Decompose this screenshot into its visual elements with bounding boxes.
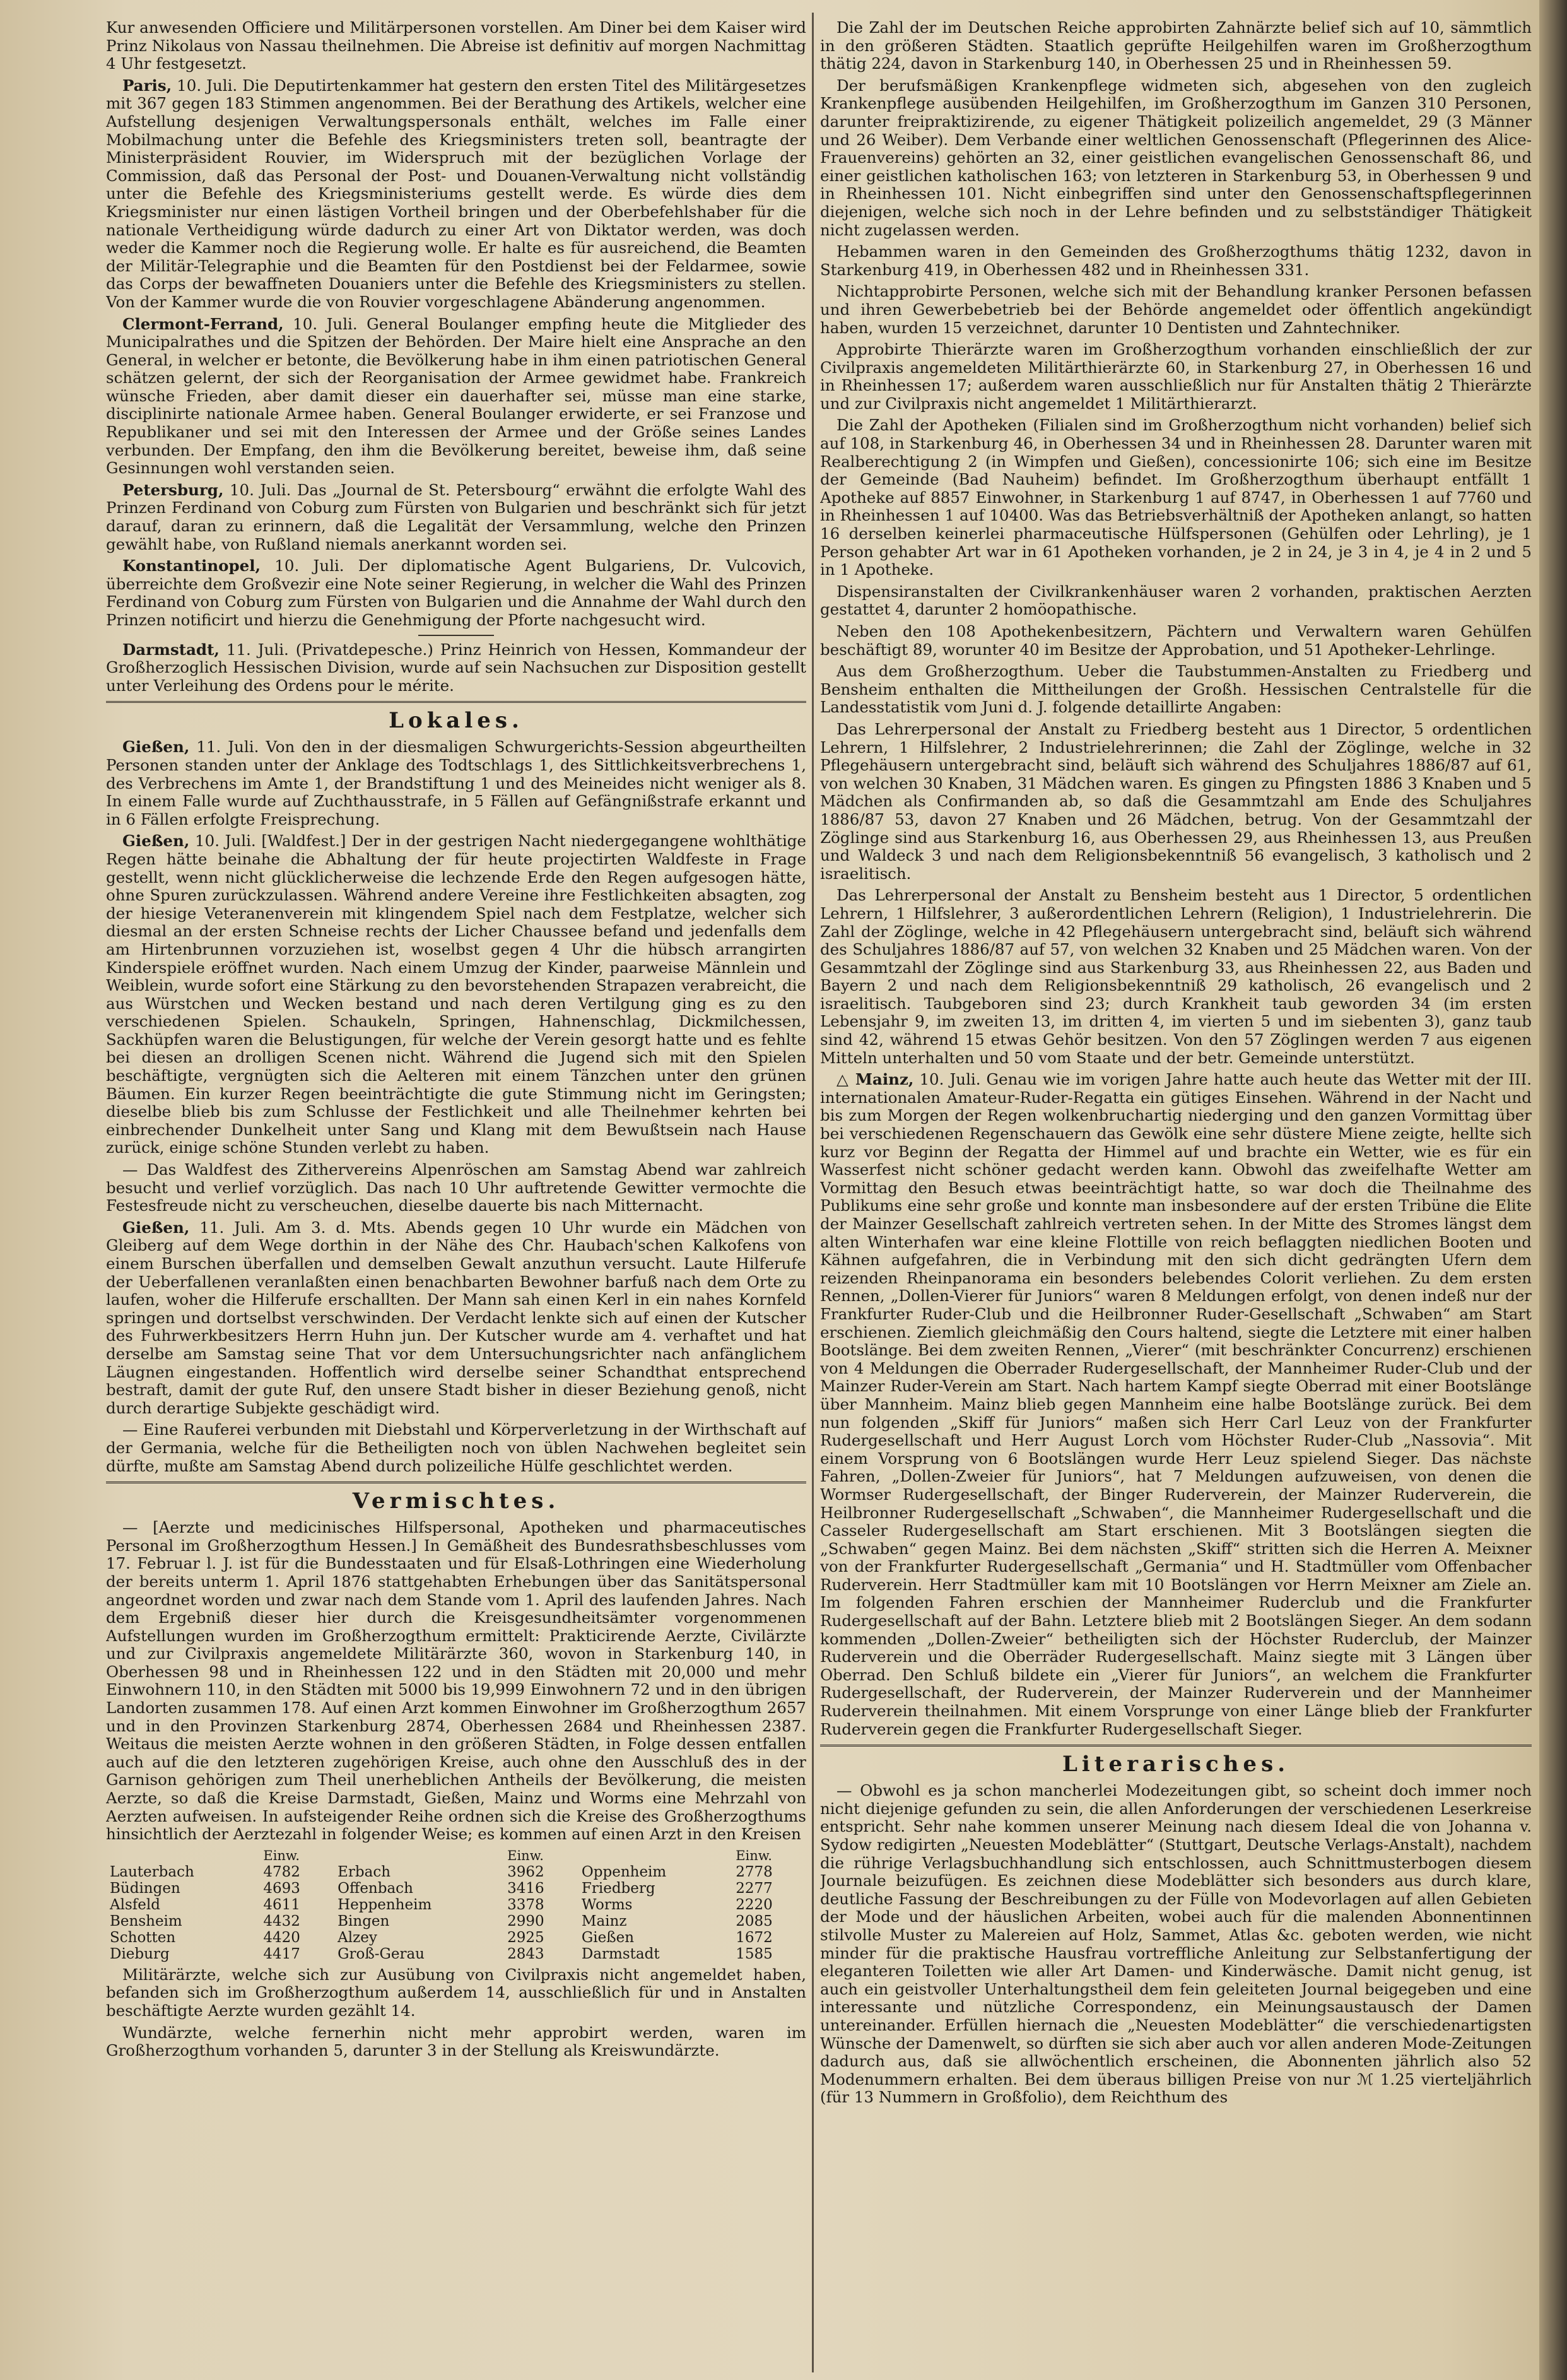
article-clermont-text: 10. Juli. General Boulanger empfing heute die Mitglieder des Municipalrathes und die Spitzen der Behörden. Der Maire hielt eine Ansprache an den General, in welcher er betonte, die Bevölkerung habe in ihm einen patriotischen General schätzen gelernt, der sich der Reorganisation der Armee gewidmet habe. Frankreich wünsche Frieden, aber damit dieser ein dauerhafter sei, müsse man eine starke, disciplinirte nationale Armee haben. General Boulanger erwiderte, er sei Franzose und Republikaner und sei mit den Interessen der Armee und der Größe seines Landes verbunden. Der Empfang, den ihm die Bevölkerung bereitet, beweise ihm, daß seine Gesinnungen wohl verstanden seien. [106,314,806,478]
district-name: Alzey [337,1929,377,1946]
table-head-einw-1: Einw. [263,1847,300,1863]
inhabitants-per-doctor: 1585 [736,1945,773,1962]
doctors-per-district-table [106,1847,806,1962]
district-name: Bensheim [110,1912,182,1929]
inhabitants-per-doctor: 3962 [507,1863,544,1880]
article-giessen-waldfest [106,832,806,1157]
article-aerzte: — [Aerzte und medicinisches Hilfspersonal, Apotheken und pharmaceutisches Personal im Großherzogthum Hessen.] In Gemäßheit des Bundesrathsbeschlusses vom 17. Februar l. J. ist für die Bundesstaaten und für Elsaß-Lothringen eine Wiederholung der bereits unterm 1. April 1876 stattgehabten Erhebungen über das Sanitätspersonal angeordnet worden und zwar nach dem Stande vom 1. April des laufenden Jahres. Nach dem Ergebniß dieser hier durch die Kreisgesundheitsämter vorgenommenen Aufstellungen wurden im Großherzogthum ermittelt: Prakticirende Aerzte, Civilärzte und zur Civilpraxis angemeldete Militärärzte 360, wovon in Starkenburg 140, in Oberhessen 98 und in Rheinhessen 122 und in den Städten mit 20,000 und mehr Einwohnern 110, in den Städten mit 5000 bis 19,999 Einwohnern 72 und in den übrigen Landorten zusammen 178. Auf einen Arzt kommen Einwohner im Großherzogthum 2657 und in den Provinzen Starkenburg 2874, Oberhessen 2684 und Rheinhessen 2387. Weitaus die meisten Aerzte wohnen in den größeren Städten, in Folge dessen entfallen auch auf die den letzteren zugehörigen Kreise, auch ohne den Ausschluß des in der Garnison gehörigen zum Theil unerheblichen Antheils der Bevölkerung, die meisten Aerzte, so daß die Kreise Darmstadt, Gießen, Mainz und Worms eine Mehrzahl von Aerzten aufweisen. In aufsteigender Reihe ordnen sich die Kreise des Großherzogthums hinsichtlich der Aerztezahl in folgender Weise; es kommen auf einen Arzt in den Kreisen [106,1518,806,1844]
article-giessen-2-text: 10. Juli. [Waldfest.] Der in der gestrigen Nacht niedergegangene wohlthätige Regen hätte beinahe die Abhaltung der für heute projectirten Waldfeste in Frage gestellt, wenn nicht glücklicherweise die lechzende Erde den Regen aufgesogen hätte, ohne Spuren zurückzulassen. Während andere Vereine ihre Festlichkeiten absagten, zog der hiesige Veteranenverein mit klingendem Spiel nach dem Festplatze, welcher sich diesmal an der ersten Schneise rechts der Licher Chaussee befand und jedenfalls dem am Hirtenbrunnen vorzuziehen ist, woselbst gegen 4 Uhr die hübsch arrangirten Kinderspiele eröffnet wurden. Nach einem Umzug der Kinder, paarweise Männlein und Weiblein, wurde sofort eine Stärkung zu den bevorstehenden Strapazen verabreicht, die aus Würstchen und Wecken bestand und nach deren Vertilgung ging es zu den verschiedenen Spielen. Schaukeln, Springen, Hahnenschlag, Dickmilchessen, Sackhüpfen waren die Belustigungen, für welche der Verein gesorgt hatte und es fehlte bei diesen an drolligen Scenen nicht. Während die Jugend sich mit den Spielen beschäftigte, vergnügten sich die Aelteren mit einem Tänzchen unter den grünen Bäumen. Ein kurzer Regen beeinträchtigte die gute Stimmung nicht im Geringsten; dieselbe blieb bis zum Schlusse der Festlichkeit und alle Theilnehmer kehrten bei einbrechender Dunkelheit unter Sang und Klang mit dem Bewußtsein nach Hause zurück, einige schöne Stunden verlebt zu haben. [106,832,806,1157]
inhabitants-per-doctor: 4693 [263,1880,300,1897]
article-paris-text: 10. Juli. Die Deputirtenkammer hat gestern den ersten Titel des Militärgesetzes mit 367 gegen 183 Stimmen angenommen. Bei der Berathung des Artikels, welcher eine Aufstellung desjenigen Verwaltungspersonals enthält, welches im Falle einer Mobilmachung unter die Befehle des Kriegsministers treten soll, beantragte der Ministerpräsident Rouvier, im Widerspruch mit der bezüglichen Vorlage der Commission, daß das Personal der Post- und Douanen-Verwaltung nicht vollständig unter die Befehle des Kriegsministeriums gestellt werde. Es würde dies dem Kriegsminister nur einen lästigen Vortheil bringen und der Oberbefehlshaber für die nationale Vertheidigung würde dadurch zu einer Art von Diktator werden, was doch weder die Kammer noch die Regierung wolle. Er halte es für ausreichend, die Beamten der Militär-Telegraphie und die Beamten für den Postdienst bei der Feldarmee, sowie das Corps der bewaffneten Douaniers unter die Befehle des Kriegsministers zu stellen. Von der Kammer wurde die von Rouvier vorgeschlagene Abänderung angenommen. [106,76,806,311]
short-rule [418,635,494,636]
dateline-giessen-3: Gießen, [122,1218,190,1237]
dateline-petersburg: Petersburg, [122,480,224,499]
article-wundaerzte: Wundärzte, welche fernerhin nicht mehr approbirt werden, waren im Großherzogthum vorhanden 5, darunter 3 in der Stellung als Kreiswundärzte. [106,2023,806,2060]
left-column [106,19,806,2361]
dateline-paris: Paris, [122,76,172,95]
inhabitants-per-doctor: 2925 [507,1929,544,1946]
inhabitants-per-doctor: 3416 [507,1880,544,1897]
article-modeblaetter: — Obwohl es ja schon mancherlei Modezeitungen gibt, so scheint doch immer noch nicht diejenige gefunden zu sein, die allen Anforderungen der verschiedenen Leserkreise entspricht. Sehr nahe kommen unserer Meinung nach diesem Ideal die von Johanna v. Sydow redigirten „Neuesten Modeblätter“ (Stuttgart, Deutsche Verlags-Anstalt), nachdem die rührige Verlagsbuchhandlung sich entschlossen, auch Schnittmusterbogen diesem Journale beizufügen. Es zeichnen diese Modeblätter sich besonders aus durch klare, deutliche Fassung der Beschreibungen zu der Fülle von Modevorlagen auf allen Gebieten der Mode und der häuslichen Arbeiten, wobei auch für die malenden Abonnentinnen stilvolle Muster zu Malereien auf Holz, Sammet, Atlas &c. geboten werden, wie nicht minder für die praktische Hausfrau vortreffliche Anleitung zur Selbstanfertigung der eleganteren Toiletten wie aller Art Damen- und Kinderwäsche. Damit nicht genug, ist auch ein geistvoller Unterhaltungstheil dem fein geleiteten Journal beigegeben und eine interessante und nützliche Correspondenz, ein Meinungsaustausch der Damen untereinander. Erfüllen hiernach die „Neuesten Modeblätter“ die verschiedenartigsten Wünsche der Damenwelt, so dürften sie sich aber auch vor allen anderen Mode-Zeitungen dadurch aus, daß sie allwöchentlich erscheinen, die Abonnenten jährlich also 52 Modenummern erhalten. Bei dem überaus billigen Preise von nur ℳ 1.25 vierteljährlich (für 13 Nummern in Großfolio), dem Reichthum des [820,1781,1532,2107]
section-heading-vermischtes: Vermischtes. [106,1482,806,1514]
article-nichtapprobirte: Nichtapprobirte Personen, welche sich mit der Behandlung kranker Personen befassen und ihren Gewerbebetrieb bei der Behörde angemeldet oder öffentlich angekündigt haben, wurden 15 verzeichnet, darunter 10 Dentisten und Zahntechniker. [820,282,1532,337]
article-militaeraerzte: Militärärzte, welche sich zur Ausübung von Civilpraxis nicht angemeldet haben, befanden sich im Großherzogthum außerdem 14, ausschließlich für und in Anstalten beschäftigte Aerzte wurden gezählt 14. [106,1965,806,2020]
table-row [106,1946,806,1962]
section-heading-literarisches: Literarisches. [820,1745,1532,1777]
article-paris [106,77,806,312]
district-name: Worms [581,1896,633,1913]
district-name: Dieburg [110,1945,170,1962]
article-mainz-regatta [820,1071,1532,1738]
article-petersburg [106,481,806,553]
inhabitants-per-doctor: 2778 [736,1863,773,1880]
inhabitants-per-doctor: 2277 [736,1880,773,1897]
district-name: Offenbach [337,1880,413,1897]
article-mainz-text: 10. Juli. Genau wie im vorigen Jahre hatte auch heute das Wetter mit der III. internationalen Amateur-Ruder-Regatta ein gütiges Einsehen. Während in der Nacht und bis zum Morgen der Regen wolkenbruchartig niederging und den ganzen Vormittag über bei verschiedenen Regenschauern das Gewölk eine sehr düstere Miene zeigte, hellte sich kurz vor Beginn der Regatta der Himmel auf und brachte ein Wetter, wie es für ein Wasserfest nicht schöner gedacht werden kann. Obwohl das zweifelhafte Wetter am Vormittag den Besuch etwas beeinträchtigt hatte, so war doch die Theilnahme des Publikums eine sehr große und konnte man insbesondere auf der ersten Tribüne die Elite der Mainzer Gesellschaft zahlreich vertreten sehen. In der Mitte des Stromes längst dem alten Winterhafen war eine kleine Flottille von reich beflaggten niedlichen Booten und Kähnen aufgefahren, die in Verbindung mit den sich dicht gedrängten Ufern dem reizenden Rheinpanorama ein besonders belebendes Colorit verliehen. Zu dem ersten Rennen, „Dollen-Vierer für Juniors“ waren 8 Meldungen erfolgt, von denen indeß nur der Frankfurter Ruder-Club und die Heilbronner Ruder-Gesellschaft „Schwaben“ am Start erschienen. Ziemlich gleichmäßig den Cours haltend, siegte die Letztere mit einer halben Bootslänge. Bei dem zweiten Rennen, „Vierer“ (mit beschränkter Concurrenz) erschienen von 4 Meldungen die Oberrader Rudergesellschaft, der Mannheimer Ruder-Club und der Mainzer Ruder-Verein am Start. Nach hartem Kampf siegte Oberrad mit einer Bootslänge über Mannheim. Mainz blieb gegen Mannheim eine halbe Bootslänge zurück. Bei dem nun folgenden „Skiff für Juniors“ maßen sich Herr Carl Leuz von der Frankfurter Rudergesellschaft und Herr August Lorch vom Höchster Ruder-Club „Nassovia“. Mit einem Vorsprung von 6 Bootslängen wurde Herr Leuz spielend Sieger. Das nächste Fahren, „Dollen-Zweier für Juniors“, hat 7 Meldungen aufzuweisen, von denen die Wormser Rudergesellschaft, der Binger Ruderverein, der Mainzer Ruderverein, die Heilbronner Rudergesellschaft „Schwaben“, die Mannheimer Rudergesellschaft und die Casseler Rudergesellschaft am Start erschienen. Mit 3 Bootslängen siegten die „Schwaben“ gegen Mainz. Bei dem nächsten „Skiff“ stritten sich die Herren A. Meixner von der Frankfurter Rudergesellschaft „Germania“ und H. Stadtmüller vom Offenbacher Ruderverein. Herr Stadtmüller kam mit 10 Bootslängen vor Herrn Meixner am Ziele an. Im folgenden Fahren erschien der Mannheimer Ruderclub und die Frankfurter Rudergesellschaft auf der Bahn. Letztere blieb mit 2 Bootslängen Sieger. An dem sodann kommenden „Dollen-Zweier“ betheiligten sich der Höchster Ruderclub, der Mainzer Ruderverein und die Oberräder Rudergesellschaft. Mainz siegte mit 3 Längen über Oberrad. Den Schluß bildete ein „Vierer für Juniors“, an welchem die Frankfurter Rudergesellschaft, der Ruderverein, der Mainzer Ruderverein und der Mannheimer Ruderverein theilnahmen. Mit einem Vorsprunge von einer Länge blieb der Frankfurter Ruderverein gegen die Frankfurter Rudergesellschaft Sieger. [820,1070,1532,1738]
table-row [106,1864,806,1880]
article-gehuelfen: Neben den 108 Apothekenbesitzern, Pächtern und Verwaltern waren Gehülfen beschäftigt 89, worunter 40 im Besitze der Approbation, und 51 Apotheker-Lehrlinge. [820,622,1532,659]
article-friedberg: Das Lehrerpersonal der Anstalt zu Friedberg besteht aus 1 Director, 5 ordentlichen Lehrern, 1 Hilfslehrer, 2 Industrielehrerinnen; die Zahl der Zöglinge, welche in 32 Pflegehäusern untergebracht sind, beläuft sich während des Schuljahres 1886/87 auf 61, von welchen 30 Knaben, 31 Mädchen waren. Es gingen zu Pfingsten 1886 3 Knaben und 5 Mädchen als Confirmanden ab, so daß die Gesammtzahl am Ende des Schuljahres 1886/87 53, davon 27 Knaben und 26 Mädchen, betrug. Von der Gesammtzahl der Zöglinge sind aus Starkenburg 16, aus Oberhessen 29, aus Rheinhessen 13, aus Preußen und Waldeck 3 und nach dem Religionsbekenntniß 56 evangelisch, 3 katholisch und 2 israelitisch. [820,719,1532,883]
table-row [106,1897,806,1913]
article-petersburg-text: 10. Juli. Das „Journal de St. Petersbourg“ erwähnt die erfolgte Wahl des Prinzen Ferdinand von Coburg zum Fürsten von Bulgarien und beschränkt sich für jetzt darauf, daran zu erinnern, daß die Legalität der Versammlung, welche den Prinzen gewählt habe, von Rußland niemals anerkannt worden sei. [106,480,806,553]
inhabitants-per-doctor: 4420 [263,1929,300,1946]
article-dispensiranstalten: Dispensiranstalten der Civilkrankenhäuser waren 2 vorhanden, praktischen Aerzten gestattet 4, darunter 2 homöopathische. [820,582,1532,619]
inhabitants-per-doctor: 2990 [507,1912,544,1929]
district-name: Mainz [581,1912,627,1929]
table-row [106,1913,806,1929]
district-name: Oppenheim [581,1863,667,1880]
district-name: Friedberg [581,1880,655,1897]
table-header-row [106,1847,806,1864]
dateline-giessen-1: Gießen, [122,738,190,757]
dateline-giessen-2: Gießen, [122,832,190,851]
article-zitherverein: — Das Waldfest des Zithervereins Alpenröschen am Samstag Abend war zahlreich besucht und verlief vorzüglich. Das nach 10 Uhr auftretende Gewitter vermochte die Festesfreude nicht zu verscheuchen, dieselbe dauerte bis nach Mitternacht. [106,1160,806,1215]
article-rauferei: — Eine Rauferei verbunden mit Diebstahl und Körperverletzung in der Wirthschaft auf der Germania, welche für die Betheiligten noch von üblen Nachwehen begleitet sein dürfte, mußte am Samstag Abend durch polizeiliche Hülfe geschlichtet werden. [106,1420,806,1475]
district-name: Schotten [110,1929,176,1946]
article-krankenpflege: Der berufsmäßigen Krankenpflege widmeten sich, abgesehen von den zugleich Krankenpflege ausübenden Heilgehilfen, im Großherzogthum im Ganzen 310 Personen, darunter freipraktizirende, zu eigener Thätigkeit polizeilich angemeldet, 29 (3 Männer und 26 Weiber). Dem Verbande einer weltlichen Genossenschaft (Pflegerinnen des Alice-Frauenvereins) gehörten an 32, einer geistlichen evangelischen Genossenschaft 86, und einer geistlichen katholischen 163; von letzteren in Starkenburg 53, in Oberhessen 9 und in Rheinhessen 101. Nicht einbegriffen sind unter den Genossenschaftspflegerinnen diejenigen, welche sich noch in der Lehre befinden und zu selbstständiger Thätigkeit nicht zugelassen werden. [820,76,1532,239]
inhabitants-per-doctor: 2220 [736,1896,773,1913]
dateline-clermont: Clermont-Ferrand, [122,314,284,333]
article-giessen-gleiberg [106,1219,806,1418]
district-name: Gießen [581,1929,635,1946]
district-name: Büdingen [110,1880,180,1897]
inhabitants-per-doctor: 4782 [263,1863,300,1880]
article-kaiser-diner: Kur anwesenden Officiere und Militärpersonen vorstellen. Am Diner bei dem Kaiser wird Prinz Nikolaus von Nassau theilnehmen. Die Abreise ist definitiv auf morgen Nachmittag 4 Uhr festgesetzt. [106,19,806,73]
table-head-einw-3: Einw. [736,1847,772,1863]
dateline-darmstadt: Darmstadt, [122,640,220,659]
district-name: Heppenheim [337,1896,432,1913]
district-name: Alsfeld [110,1896,160,1913]
article-giessen-3-text: 11. Juli. Am 3. d. Mts. Abends gegen 10 Uhr wurde ein Mädchen von Gleiberg auf dem Wege dorthin in der Nähe des Chr. Haubach'schen Kalkofens von einem Burschen überfallen und demselben Gewalt anzuthun versucht. Laute Hilferufe der Ueberfallenen veranlaßten einen benachbarten Bewohner barfuß nach dem Orte zu laufen, woher die Hilferufe erschallten. Der Mann sah einen Kerl in ein nahes Kornfeld springen und dortselbst verschwinden. Der Verdacht lenkte sich auf einen der Kutscher des Fuhrwerkbesitzers Herrn Huhn jun. Der Kutscher wurde am 4. verhaftet und hat derselbe am Samstag seine That vor dem Untersuchungsrichter nach anfänglichem Läugnen eingestanden. Hoffentlich wird derselbe seiner Schandthat entsprechend bestraft, damit der gute Ruf, den unsere Stadt bisher in dieser Beziehung genoß, nicht durch derartige Subjekte geschädigt wird. [106,1218,806,1417]
district-name: Erbach [337,1863,391,1880]
district-name: Darmstadt [581,1945,660,1962]
inhabitants-per-doctor: 4611 [263,1896,300,1913]
article-thieraerzte: Approbirte Thierärzte waren im Großherzogthum vorhanden einschließlich der zur Civilpraxis angemeldeten Militärthierärzte 60, in Starkenburg 27, in Oberhessen 16 und in Rheinhessen 17; außerdem waren ausschließlich nur für Anstalten thätig 2 Thierärzte und zur Civilpraxis nicht angemeldet 1 Militärthierarzt. [820,340,1532,413]
article-darmstadt-text: 11. Juli. (Privatdepesche.) Prinz Heinrich von Hessen, Kommandeur der Großherzoglich Hessischen Division, wurde auf sein Nachsuchen zur Disposition gestellt unter Verleihung des Ordens pour le mérite. [106,640,806,695]
article-bensheim: Das Lehrerpersonal der Anstalt zu Bensheim besteht aus 1 Director, 5 ordentlichen Lehrern, 1 Hilfslehrer, 3 außerordentlichen Lehrern (Religion), 1 Industrielehrerin. Die Zahl der Zöglinge, welche in 42 Pflegehäusern untergebracht sind, beläuft sich während des Schuljahres 1886/87 auf 57, von welchen 32 Knaben und 25 Mädchen waren. Von der Gesammtzahl der Zöglinge sind aus Starkenburg 33, aus Rheinhessen 22, aus Baden und Bayern 2 und nach dem Religionsbekenntniß 29 katholisch, 26 evangelisch und 2 israelitisch. Taubgeboren sind 23; durch Krankheit taub geworden 34 (im ersten Lebensjahr 9, im zweiten 13, im dritten 4, im vierten 5 und im siebenten 3), ganz taub sind 42, während 15 etwas Gehör besitzen. Von den 57 Zöglingen werden 7 aus eigenen Mitteln unterhalten und 50 vom Staate und der betr. Gemeinde unterstützt. [820,886,1532,1067]
article-hebammen: Hebammen waren in den Gemeinden des Großherzogthums thätig 1232, davon in Starkenburg 419, in Oberhessen 482 und in Rheinhessen 331. [820,242,1532,279]
dateline-mainz: △ Mainz, [836,1070,914,1089]
column-divider [812,13,814,2372]
article-taubstummen: Aus dem Großherzogthum. Ueber die Taubstummen-Anstalten zu Friedberg und Bensheim enthalten die Mittheilungen der Großh. Hessischen Centralstelle für die Landesstatistik vom Juni d. J. folgende detaillirte Angaben: [820,662,1532,717]
article-darmstadt [106,641,806,695]
inhabitants-per-doctor: 2085 [736,1912,773,1929]
dateline-konstantinopel: Konstantinopel, [122,557,261,575]
article-clermont [106,315,806,478]
page-edge [1539,0,1567,2380]
article-giessen-1-text: 11. Juli. Von den in der diesmaligen Schwurgerichts-Session abgeurtheilten Personen standen unter der Anklage des Todtschlags 1, des Sittlichkeitsverbrechens 1, des Verbrechens im Amte 1, der Brandstiftung 1 und des Meineides nicht weniger als 8. In einem Falle wurde auf Zuchthausstrafe, in 5 Fällen auf Gefängnißstrafe erkannt und in 6 Fällen erfolgte Freisprechung. [106,738,806,828]
district-name: Bingen [337,1912,390,1929]
table-row [106,1880,806,1897]
inhabitants-per-doctor: 3378 [507,1896,544,1913]
inhabitants-per-doctor: 4417 [263,1945,300,1962]
inhabitants-per-doctor: 2843 [507,1945,544,1962]
article-konstantinopel-text: 10. Juli. Der diplomatische Agent Bulgariens, Dr. Vulcovich, überreichte dem Großvezir eine Note seiner Regierung, in welcher die Wahl des Prinzen Ferdinand von Coburg zum Fürsten von Bulgarien und die Annahme der Wahl durch den Prinzen notificirt und hierzu die Genehmigung der Pforte nachgesucht wird. [106,557,806,629]
table-row [106,1929,806,1946]
district-name: Lauterbach [110,1863,194,1880]
inhabitants-per-doctor: 4432 [263,1912,300,1929]
right-column [820,19,1532,2361]
table-head-einw-2: Einw. [507,1847,544,1863]
article-giessen-schwurgericht [106,738,806,828]
article-konstantinopel [106,557,806,629]
article-apotheken: Die Zahl der Apotheken (Filialen sind im Großherzogthum nicht vorhanden) belief sich auf 108, in Starkenburg 46, in Oberhessen 34 und in Rheinhessen 28. Darunter waren mit Realberechtigung 2 (in Wimpfen und Gießen), concessionirte 106; sich eine im Besitze der Gemeinde (Bad Nauheim) befindet. Im Großherzogthum überhaupt entfällt 1 Apotheke auf 8857 Einwohner, in Starkenburg 1 auf 8747, in Oberhessen 1 auf 7760 und in Rheinhessen 1 auf 10400. Was das Betriebsverhältniß der Apotheken anlangt, so hatten 16 derselben keinerlei pharmaceutische Hülfspersonen (Gehülfen oder Lehrling), je 1 Person gehabter Art war in 61 Apotheken vorhanden, je 2 in 24, je 3 in 4, je 4 in 2 und 5 in 1 Apotheke. [820,416,1532,579]
district-name: Groß-Gerau [337,1945,425,1962]
section-heading-lokales: Lokales. [106,701,806,733]
inhabitants-per-doctor: 1672 [736,1929,773,1946]
article-zahnaerzte: Die Zahl der im Deutschen Reiche approbirten Zahnärzte belief sich auf 10, sämmtlich in den größeren Städten. Staatlich geprüfte Heilgehilfen waren im Großherzogthum thätig 224, davon in Starkenburg 140, in Oberhessen 25 und in Rheinhessen 59. [820,19,1532,73]
